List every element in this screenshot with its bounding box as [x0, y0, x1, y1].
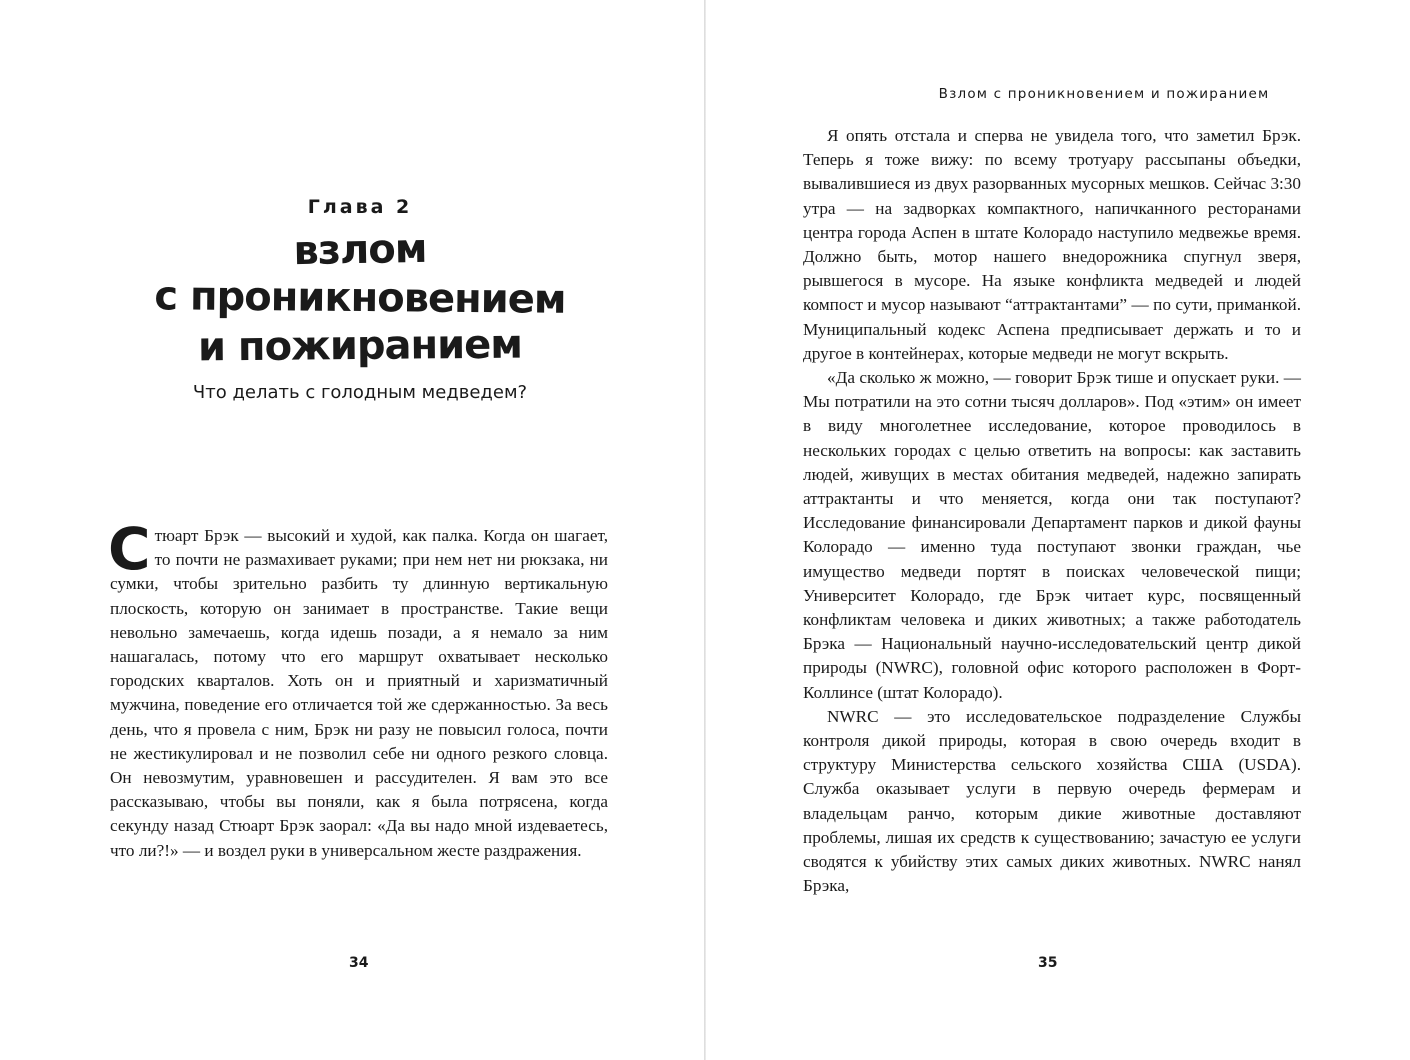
left-body-text — [108, 515, 608, 863]
chapter-label: Глава 2 — [307, 196, 413, 218]
paragraph: «Да сколько ж можно, — говорит Брэк тише и опускает руки. — Мы потратили на это сотни тысяч долларов». Под «этим» он имеет в виду многолетнее исследование, которое проводилось в нескольких городах с целью ответить на вопросы: как заставить людей, живущих в местах обитания медведей, надежно запирать аттрактанты и что меняется, когда они так поступают? Исследование финансировали Департамент парков и дикой фауны Колорадо — именно туда поступают звонки граждан, чье имущество медведи портят в поисках человеческой пищи; Университет Колорадо, где Брэк читает курс, посвященный конфликтам человека и диких животных; а также работодатель Брэка — Национальный научно-исследовательский центр дикой природы (NWRC), головной офис которого расположен в Форт-Коллинсе (штат Колорадо). — [803, 368, 1301, 702]
right-body-text — [803, 124, 1301, 899]
chapter-title-line-1: взлом — [293, 225, 427, 275]
chapter-title-line-2: с проникновением — [154, 273, 566, 323]
page-number-left: 34 — [349, 955, 369, 971]
opening-paragraph — [108, 515, 608, 863]
paragraph: NWRC — это исследовательское подразделение Службы контроля дикой природы, которая в свою очередь входит в структуру Министерства сельского хозяйства США (USDA). Служба оказывает услуги в первую очередь фермерам и владельцам ранчо, которым дикие животные доставляют проблемы, лишая их средств к существованию; зачастую ее услуги сводятся к убийству этих самых диких животных. NWRC нанял Брэка, — [803, 706, 1301, 896]
drop-cap: С — [108, 515, 151, 583]
left-page — [0, 0, 704, 1060]
chapter-title — [0, 226, 720, 370]
chapter-title-line-3: и пожиранием — [197, 321, 523, 371]
page-number-right: 35 — [1038, 955, 1058, 971]
paragraph: Я опять отстала и сперва не увидела того, что заметил Брэк. Теперь я тоже вижу: по всему тротуару рассыпаны объедки, вывалившиеся из двух разорванных мусорных мешков. Сейчас 3:30 утра — на задворках компактного, напичканного ресторанами центра города Аспен в штате Колорадо наступило медвежье время. Должно быть, мотор нашего внедорожника спугнул зверя, рывшегося в мусоре. На языке конфликта медведей и людей компост и мусор называют “аттрактантами” — по сути, приманкой. Муниципальный кодекс Аспена предписывает держать и то и другое в контейнерах, которые медведи не могут вскрыть. — [803, 126, 1301, 363]
right-page — [706, 0, 1410, 1060]
opening-paragraph-text: тюарт Брэк — высокий и худой, как палка. Когда он шагает, то почти не размахивает руками; при нем нет ни рюкзака, ни сумки, чтобы зрительно разбить ту длинную вертикальную плоскость, которую он занимает в пространстве. Такие вещи невольно замечаешь, когда идешь позади, а я немало за ним нашагалась, потому что его маршрут охватывает несколько городских кварталов. Хоть он и приятный и харизматичный мужчина, поведение его отличается той же сдержанностью. За весь день, что я провела с ним, Брэк ни разу не повысил голоса, почти не жестикулировал и не позволил себе ни одного резкого словца. Он невозмутим, уравновешен и рассудителен. Я вам это все рассказываю, чтобы вы поняли, как я была потрясена, когда секунду назад Стюарт Брэк заорал: «Да вы надо мной издеваетесь, что ли?!» — и воздел руки в универсальном жесте раздражения. — [110, 526, 608, 860]
running-head: Взлом с проникновением и пожиранием — [938, 86, 1270, 102]
chapter-subtitle: Что делать с голодным медведем? — [192, 382, 528, 403]
